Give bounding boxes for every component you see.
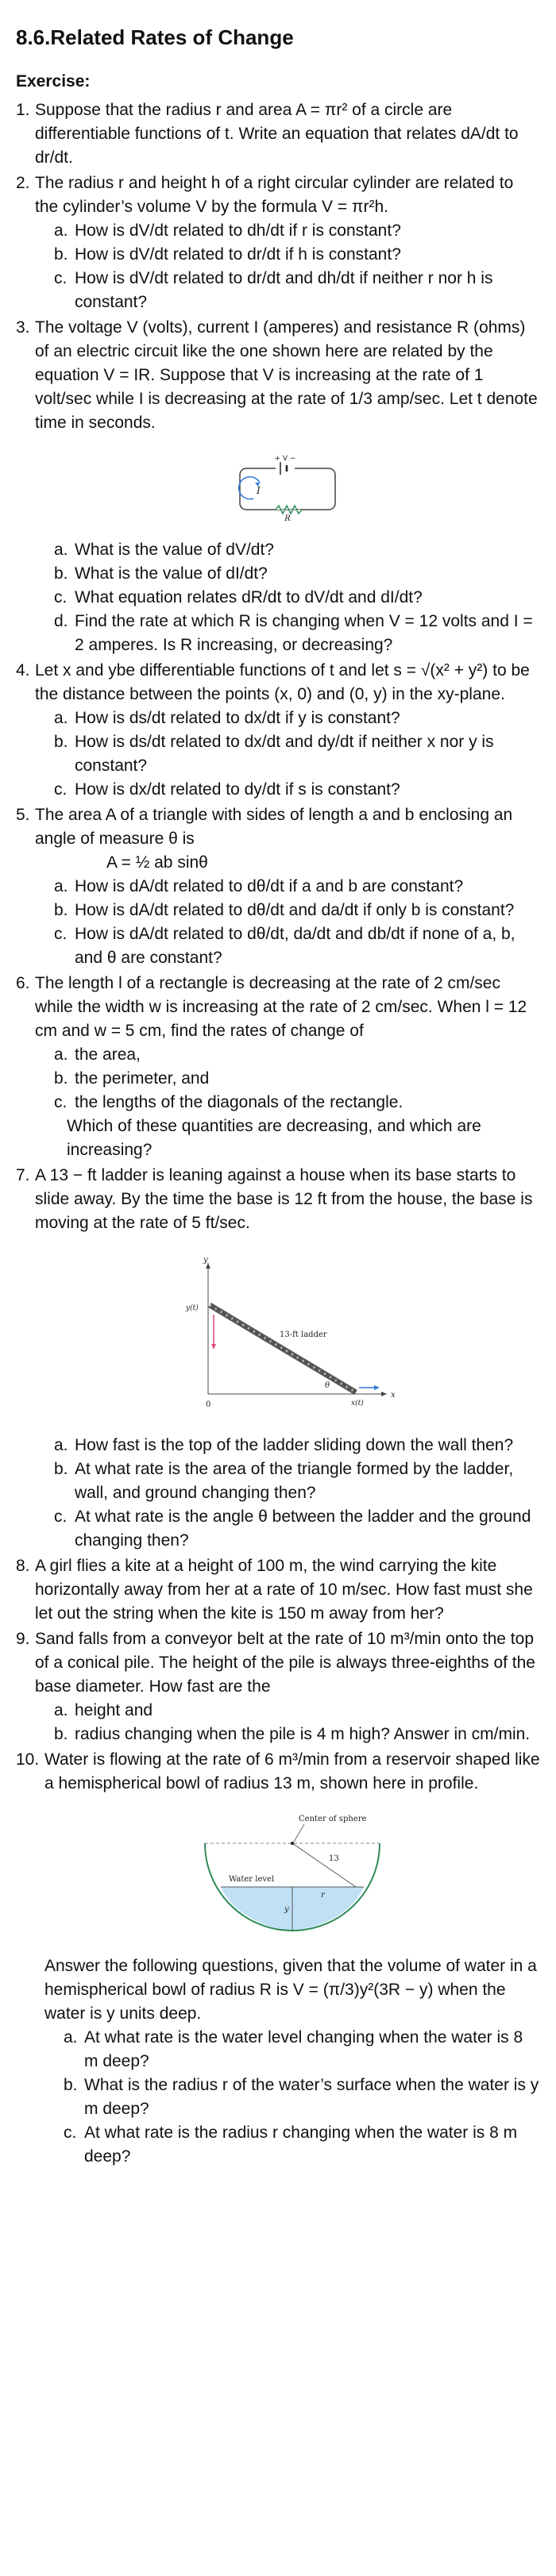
ladder-figure — [35, 1235, 540, 1434]
sub-text: How is dV/dt related to dr/dt and dh/dt if neither r nor h is constant? — [75, 269, 493, 311]
subquestion — [54, 538, 540, 562]
sub-text: radius changing when the pile is 4 m high? Answer in cm/min. — [75, 1725, 531, 1743]
sub-label: a. — [54, 877, 68, 895]
sub-text: At what rate is the water level changing when the water is 8 m deep? — [84, 2028, 523, 2070]
sub-text: Find the rate at which R is changing when V = 12 volts and I = 2 amperes. Is R increasing, or decreasing? — [75, 612, 533, 654]
current-label: I — [257, 485, 261, 496]
sub-text: What is the value of dV/dt? — [75, 541, 274, 559]
problem-text: Water is flowing at the rate of 6 m³/min from a reservoir shaped like a hemispherical bowl of radius 13 m, shown here in profile. — [44, 1750, 540, 1792]
ladder-label: 13-ft ladder — [280, 1330, 327, 1339]
sub-text: At what rate is the radius r changing when the water is 8 m deep? — [84, 2124, 518, 2166]
sub-label: a. — [54, 541, 68, 559]
sub-text: How is ds/dt related to dx/dt if y is constant? — [75, 709, 400, 727]
problem-3 — [16, 316, 540, 657]
subquestion — [54, 1043, 540, 1067]
exercise-label: Exercise: — [16, 72, 91, 90]
problem-10 — [16, 1748, 540, 2169]
sub-text: height and — [75, 1701, 153, 1719]
ladder-diagram — [168, 1251, 407, 1418]
problem-text: Let x and ybe differentiable functions of t and let s = √(x² + y²) to be the distance between the points (x, 0) and (0, y) in the xy-plane. — [35, 661, 530, 703]
y-axis-label: y — [203, 1256, 208, 1265]
sub-text: How is dV/dt related to dr/dt if h is constant? — [75, 245, 401, 264]
answer-intro: Answer the following questions, given that the volume of water in a hemispherical bowl of radius R is V = (π/3)y²(3R − y) when the water is y units deep. — [44, 1957, 537, 2023]
radius-value-label: 13 — [329, 1854, 339, 1863]
subquestion — [64, 2074, 540, 2121]
sub-label: b. — [54, 564, 68, 583]
angle-label: θ — [325, 1381, 330, 1390]
sub-text: What is the radius r of the water’s surface when the water is y m deep? — [84, 2076, 539, 2118]
sub-text: How fast is the top of the ladder sliding down the wall then? — [75, 1436, 514, 1454]
sub-label: c. — [54, 588, 68, 606]
sub-label: a. — [54, 221, 68, 240]
area-equation: A = ½ ab sinθ — [106, 853, 208, 872]
sub-label: b. — [64, 2076, 78, 2094]
problem-number: 6. — [16, 974, 30, 992]
problem-note: Which of these quantities are decreasing, and which are increasing? — [67, 1117, 481, 1159]
bowl-figure — [44, 1796, 540, 1954]
sub-label: a. — [54, 709, 68, 727]
circuit-figure — [35, 435, 540, 538]
problem-number: 9. — [16, 1630, 30, 1648]
problem-number: 8. — [16, 1557, 30, 1575]
sub-text: How is dA/dt related to dθ/dt, da/dt and db/dt if none of a, b, and θ are constant? — [75, 925, 515, 967]
subquestion — [54, 1434, 540, 1457]
r-label: r — [321, 1891, 325, 1900]
sub-text: What equation relates dR/dt to dV/dt and dI/dt? — [75, 588, 423, 606]
center-label: Center of sphere — [299, 1815, 367, 1823]
x-axis-label: x — [391, 1391, 396, 1400]
subquestion — [54, 1699, 540, 1723]
subquestion — [54, 778, 540, 802]
problem-number: 7. — [16, 1166, 30, 1184]
sub-text: What is the value of dI/dt? — [75, 564, 268, 583]
sub-label: b. — [54, 1069, 68, 1088]
problem-4 — [16, 659, 540, 802]
subquestion — [54, 899, 540, 922]
sub-label: b. — [54, 1725, 68, 1743]
subquestion — [54, 922, 540, 970]
sub-text: How is dA/dt related to dθ/dt if a and b are constant? — [75, 877, 464, 895]
subquestion — [54, 730, 540, 778]
sub-label: d. — [54, 612, 68, 630]
subquestion — [54, 1723, 540, 1746]
problem-8 — [16, 1554, 540, 1626]
sub-label: c. — [64, 2124, 77, 2142]
subquestion — [64, 2026, 540, 2074]
problem-text: The voltage V (volts), current I (amperes) and resistance R (ohms) of an electric circuit like the one shown here are related by the equation V = IR. Suppose that V is increasing at the rate of 1 volt/sec while I is decreasing at the rate of 1/3 amp/sec. Let t denote time in seconds. — [35, 318, 538, 432]
subquestion — [54, 1091, 540, 1115]
sub-label: b. — [54, 1460, 68, 1478]
y-of-t-label: y(t) — [186, 1304, 199, 1312]
subquestion — [54, 875, 540, 899]
subquestion — [54, 1457, 540, 1505]
sub-label: c. — [54, 1093, 68, 1111]
sub-text: At what rate is the area of the triangle formed by the ladder, wall, and ground changing then? — [75, 1460, 514, 1502]
circuit-diagram — [228, 451, 347, 522]
problem-number: 1. — [16, 101, 30, 119]
resistor-label: R — [284, 514, 291, 522]
sub-label: c. — [54, 269, 68, 287]
problem-1 — [16, 98, 540, 170]
water-level-label: Water level — [229, 1875, 275, 1884]
radius-line — [292, 1843, 356, 1887]
problem-text: Sand falls from a conveyor belt at the rate of 10 m³/min onto the top of a conical pile. The height of the pile is always three-eighths of the base diameter. How fast are the — [35, 1630, 535, 1696]
problem-number: 3. — [16, 318, 30, 337]
problem-text: The length l of a rectangle is decreasing at the rate of 2 cm/sec while the width w is increasing at the rate of 2 cm/sec. When l = 12 cm and w = 5 cm, find the rates of change of — [35, 974, 527, 1040]
problem-text: The area A of a triangle with sides of length a and b enclosing an angle of measure θ is — [35, 806, 513, 848]
sub-label: b. — [54, 245, 68, 264]
subquestion — [54, 562, 540, 586]
sub-text: the area, — [75, 1045, 141, 1064]
sub-text: the lengths of the diagonals of the rectangle. — [75, 1093, 403, 1111]
sub-text: the perimeter, and — [75, 1069, 210, 1088]
battery-label: + V − — [274, 455, 296, 463]
y-label: y — [284, 1905, 289, 1914]
subquestion — [54, 707, 540, 730]
problem-5 — [16, 803, 540, 970]
origin-label: 0 — [206, 1400, 211, 1409]
problem-7 — [16, 1164, 540, 1553]
sub-text: How is dV/dt related to dh/dt if r is constant? — [75, 221, 401, 240]
x-of-t-label: x(t) — [351, 1400, 364, 1407]
sub-label: a. — [54, 1045, 68, 1064]
subquestion — [54, 610, 540, 657]
subquestion — [54, 219, 540, 243]
sub-label: c. — [54, 780, 68, 799]
problem-text: A girl flies a kite at a height of 100 m, the wind carrying the kite horizontally away from her at a rate of 10 m/sec. How fast must she let out the string when the kite is 150 m away from her? — [35, 1557, 533, 1623]
subquestion — [54, 586, 540, 610]
sub-label: a. — [54, 1701, 68, 1719]
problem-text: A 13 − ft ladder is leaning against a house when its base starts to slide away. By the time the base is 12 ft from the house, the base is moving at the rate of 5 ft/sec. — [35, 1166, 533, 1232]
sub-text: How is ds/dt related to dx/dt and dy/dt if neither x nor y is constant? — [75, 733, 494, 775]
sub-text: How is dx/dt related to dy/dt if s is constant? — [75, 780, 400, 799]
problem-number: 2. — [16, 174, 30, 192]
problem-text: Suppose that the radius r and area A = πr² of a circle are differentiable functions of t. Write an equation that relates dA/dt to dr/dt. — [35, 101, 519, 167]
problem-text: The radius r and height h of a right circular cylinder are related to the cylinder’s volume V by the formula V = πr²h. — [35, 174, 514, 216]
subquestion — [54, 1505, 540, 1553]
problem-number: 4. — [16, 661, 30, 680]
sub-label: a. — [64, 2028, 78, 2047]
subquestion — [54, 1067, 540, 1091]
sub-label: c. — [54, 925, 68, 943]
sub-text: At what rate is the angle θ between the ladder and the ground changing then? — [75, 1507, 531, 1550]
problem-2 — [16, 171, 540, 314]
problem-6 — [16, 972, 540, 1162]
subquestion — [54, 267, 540, 314]
hemisphere-diagram — [173, 1812, 411, 1939]
subquestion — [64, 2121, 540, 2169]
subquestion — [54, 243, 540, 267]
problem-number: 10. — [16, 1750, 40, 1769]
page-title: 8.6.Related Rates of Change — [16, 25, 294, 49]
sub-label: b. — [54, 901, 68, 919]
sub-label: c. — [54, 1507, 68, 1526]
sub-label: a. — [54, 1436, 68, 1454]
problem-9 — [16, 1627, 540, 1746]
problem-number: 5. — [16, 806, 30, 824]
sub-text: How is dA/dt related to dθ/dt and da/dt if only b is constant? — [75, 901, 515, 919]
sub-label: b. — [54, 733, 68, 751]
